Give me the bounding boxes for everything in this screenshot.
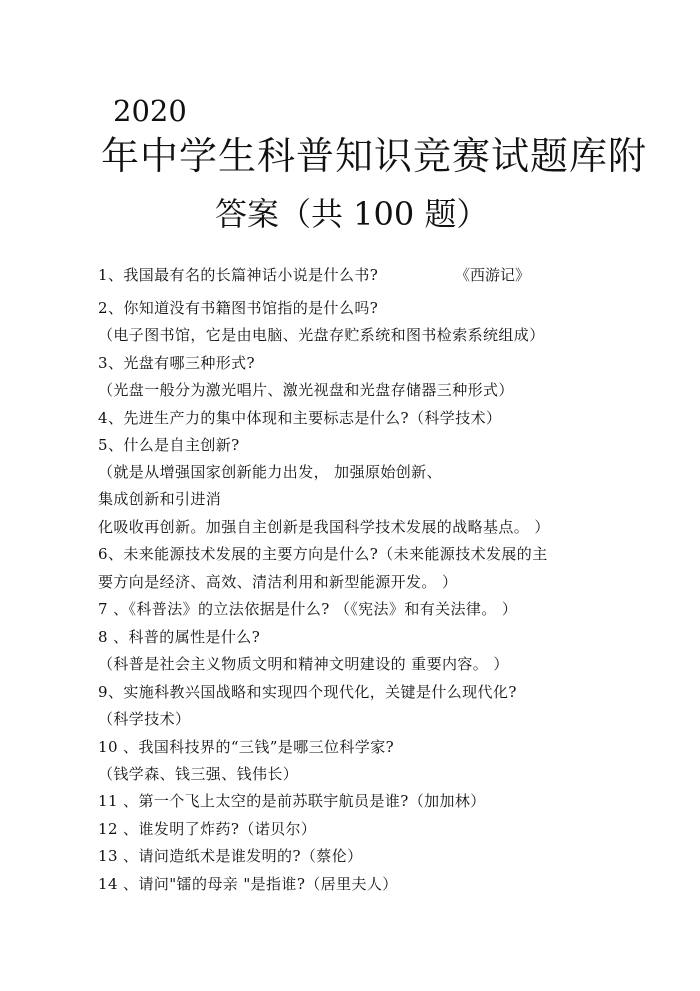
question-line: 3、光盘有哪三种形式? <box>98 354 255 372</box>
question-line: 10 、我国科技界的“三钱”是哪三位科学家? <box>98 738 395 756</box>
answer-1: 《西游记》 <box>455 266 531 284</box>
page-subtitle: 答案（共 100 题） <box>215 195 489 233</box>
answer-line: 要方向是经济、高效、清洁利用和新型能源开发。 ） <box>98 573 458 591</box>
answer-line: 化吸收再创新。加强自主创新是我国科学技术发展的战略基点。 ） <box>98 518 550 536</box>
question-line: 5、什么是自主创新? <box>98 436 240 454</box>
question-line: 6、未来能源技术发展的主要方向是什么?（未来能源技术发展的主 <box>98 545 548 563</box>
answer-line: （电子图书馆，它是由电脑、光盘存贮系统和图书检索系统组成） <box>98 326 545 344</box>
question-line: 8 、科普的属性是什么? <box>98 628 261 646</box>
question-line: 7 、《科普法》的立法依据是什么? （《宪法》和有关法律。 ） <box>98 600 518 618</box>
answer-line: （科普是社会主义物质文明和精神文明建设的 重要内容。 ） <box>98 655 509 673</box>
question-line: 9、实施科教兴国战略和实现四个现代化，关键是什么现代化? <box>98 683 517 701</box>
question-line: 11 、第一个飞上太空的是前苏联宇航员是谁?（加加林） <box>98 792 486 810</box>
answer-line: （光盘一般分为激光唱片、激光视盘和光盘存储器三种形式） <box>98 381 514 399</box>
answer-line: （钱学森、钱三强、钱伟长） <box>98 765 299 783</box>
question-line: 1、我国最有名的长篇神话小说是什么书? <box>98 266 379 284</box>
title-year: 2020 <box>113 94 187 128</box>
question-line: 4、先进生产力的集中体现和主要标志是什么?（科学技术） <box>98 409 502 427</box>
question-line: 12 、谁发明了炸药?（诺贝尔） <box>98 820 317 838</box>
answer-line: （科学技术） <box>98 710 191 728</box>
question-line: 14 、请问"镭的母亲 "是指谁?（居里夫人） <box>98 875 398 893</box>
question-line: 13 、请问造纸术是谁发明的?（蔡伦） <box>98 847 363 865</box>
answer-line: 集成创新和引进消 <box>98 490 222 508</box>
answer-line: （就是从增强国家创新能力出发， 加强原始创新、 <box>98 463 442 481</box>
question-line: 2、你知道没有书籍图书馆指的是什么吗? <box>98 299 379 317</box>
page-title: 年中学生科普知识竞赛试题库附 <box>101 134 648 178</box>
